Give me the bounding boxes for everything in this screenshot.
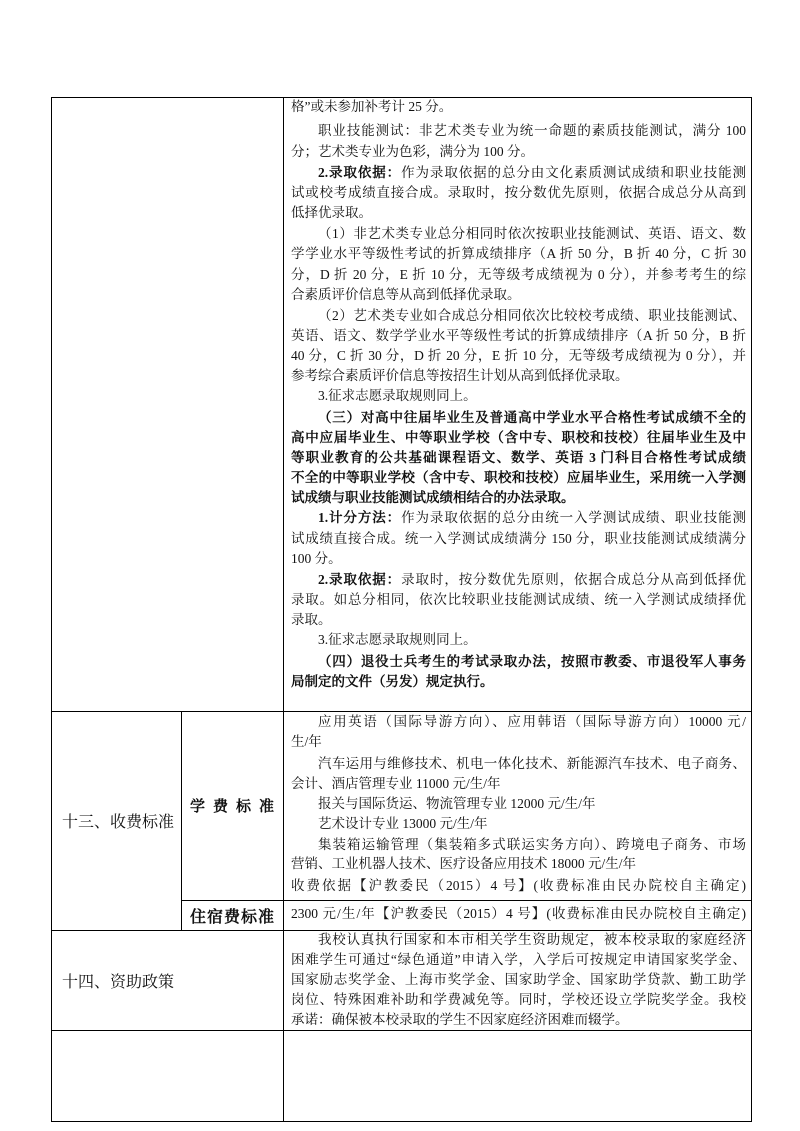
empty-row-left-cell (51, 1030, 283, 1122)
accommodation-content (283, 900, 752, 930)
text-line (291, 346, 746, 366)
line-text: 低择优录取。 (291, 205, 372, 220)
line-text: 录取时，按分数优先原则，依据合成总分从高到低择优 (401, 572, 747, 587)
line-text: 我校认真执行国家和本市相关学生资助规定，被本校录取的家庭经济 (318, 932, 746, 947)
line-text: 试或校考成绩直接合成。录取时，按分数优先原则，依据合成总分从高到 (291, 185, 746, 200)
line-text: （2）艺术类专业如合成总分相同依次比较校考成绩、职业技能测试、 (318, 308, 746, 323)
text-line (291, 794, 746, 814)
text-line (291, 408, 746, 428)
text-line (291, 570, 746, 590)
line-text: 3.征求志愿录取规则同上。 (318, 388, 477, 403)
text-line (291, 183, 746, 203)
line-text: 收费依据【沪教委民（2015）4 号】(收费标准由民办院校自主确定) (291, 878, 746, 893)
line-text: 汽车运用与维修技术、机电一体化技术、新能源汽车技术、电子商务、 (318, 756, 746, 771)
line-bold-lead: 2.录取依据： (318, 165, 402, 180)
line-text: 学学业水平等级性考试的折算成绩排序（A 折 50 分，B 折 40 分，C 折 30 (291, 246, 746, 261)
text-line (291, 814, 746, 834)
aid-heading-text: 十四、资助政策 (62, 973, 175, 991)
aid-content (283, 930, 752, 1030)
text-line (291, 386, 746, 406)
text-line (291, 774, 746, 794)
accommodation-label (181, 900, 283, 930)
accommodation-label-text: 住宿费标准 (189, 908, 275, 926)
line-text: 职业技能测试：非艺术类专业为统一命题的素质技能测试，满分 100 (318, 123, 746, 138)
aid-heading (51, 930, 283, 1030)
line-text: 参考综合素质评价信息等按招生计划从高到低择优录取。 (291, 368, 629, 383)
tuition-label (181, 711, 283, 900)
fees-heading-text: 十三、收费标准 (62, 814, 175, 831)
tuition-content (283, 711, 752, 900)
text-line (291, 854, 746, 874)
line-bold-lead: 1.计分方法： (318, 510, 402, 525)
line-text: 40 分，C 折 30 分，D 折 20 分，E 折 10 分，无等级考成绩视为 0 分），并 (291, 348, 746, 363)
empty-row-right-cell (283, 1030, 752, 1122)
line-text: 集装箱运输管理（集装箱多式联运实务方向）、跨境电子商务、市场 (318, 837, 746, 852)
text-line (291, 203, 746, 223)
line-text: 2300 元/生/年【沪教委民（2015）4 号】(收费标准由民办院校自主确定) (291, 906, 746, 921)
text-line (291, 488, 746, 508)
line-text: 作为录取依据的总分由统一入学测试成绩、职业技能测 (401, 510, 747, 525)
line-text: 报关与国际货运、物流管理专业 12000 元/生/年 (318, 796, 596, 811)
line-bold-text: 试成绩与职业技能测试成绩相结合的办法录取。 (291, 490, 575, 505)
text-line (291, 652, 746, 672)
line-text: 格”或未参加补考计 25 分。 (291, 99, 453, 114)
text-line (291, 244, 746, 264)
line-bold-text: （四）退役士兵考生的考试录取办法，按照市教委、市退役军人事务 (318, 654, 746, 669)
line-text: 艺术设计专业 13000 元/生/年 (318, 816, 488, 831)
text-line (291, 950, 746, 970)
text-line (291, 508, 746, 528)
line-text: 困难学生可通过“绿色通道”申请入学，入学后可按规定申请国家奖学金、 (291, 952, 746, 967)
text-line (291, 326, 746, 346)
text-line (291, 1010, 746, 1030)
line-text: 作为录取依据的总分由文化素质测试成绩和职业技能测 (401, 165, 747, 180)
text-line (291, 835, 746, 855)
line-text: 营销、工业机器人技术、医疗设备应用技术 18000 元/生/年 (291, 856, 637, 871)
line-bold-text: 高中应届毕业生、中等职业学校（含中专、职校和技校）往届毕业生及中 (291, 430, 746, 445)
text-line (291, 428, 746, 448)
line-bold-lead: 2.录取依据： (318, 572, 402, 587)
text-line (291, 97, 746, 117)
line-text: 分，D 折 20 分，E 折 10 分，无等级考成绩视为 0 分），并参考考生的综 (291, 267, 746, 282)
text-line (291, 142, 746, 162)
text-line (291, 930, 746, 950)
fee-basis-line (291, 876, 746, 896)
text-line (291, 672, 746, 692)
text-line (291, 610, 746, 630)
text-line (291, 529, 746, 549)
text-line (291, 990, 746, 1010)
text-line (291, 904, 746, 924)
text-line (291, 468, 746, 488)
text-line (291, 448, 746, 468)
text-line (291, 549, 746, 569)
text-line (291, 306, 746, 326)
line-text: 100 分。 (291, 551, 342, 566)
line-text: 会计、酒店管理专业 11000 元/生/年 (291, 776, 501, 791)
line-text: 生/年 (291, 734, 322, 749)
line-text: 分；艺术类专业为色彩，满分为 100 分。 (291, 144, 534, 159)
text-line (291, 712, 746, 732)
text-line (291, 163, 746, 183)
line-bold-text: 局制定的文件（另发）规定执行。 (291, 674, 494, 689)
line-text: 国家励志奖学金、上海市奖学金、国家助学金、国家助学贷款、勤工助学 (291, 972, 746, 987)
line-text: 岗位、特殊困难补助和学费减免等。同时，学校还设立学院奖学金。我校 (291, 992, 746, 1007)
line-text: 试成绩直接合成。统一入学测试成绩满分 150 分，职业技能测试成绩满分 (291, 531, 746, 546)
text-line (291, 630, 746, 650)
fees-heading (51, 711, 181, 930)
text-line (291, 590, 746, 610)
admission-rules-cell (283, 97, 752, 711)
text-line (291, 265, 746, 285)
line-text: 合素质评价信息等从高到低择优录取。 (291, 287, 521, 302)
text-line (291, 366, 746, 386)
text-line (291, 285, 746, 305)
text-line (291, 970, 746, 990)
text-line (291, 732, 746, 752)
line-text: 录取。如总分相同，依次比较职业技能测试成绩、统一入学测试成绩择优 (291, 592, 746, 607)
line-text: 3.征求志愿录取规则同上。 (318, 632, 477, 647)
text-line (291, 224, 746, 244)
text-line (291, 121, 746, 141)
line-text: 承诺：确保被本校录取的学生不因家庭经济困难而辍学。 (291, 1012, 629, 1027)
rules-left-cell (51, 97, 283, 711)
tuition-label-text: 学费标准 (189, 799, 282, 815)
line-bold-text: 等职业教育的公共基础课程语文、数学、英语 3 门科目合格性考试成绩 (291, 450, 746, 465)
line-bold-text: （三）对高中往届毕业生及普通高中学业水平合格性考试成绩不全的 (318, 410, 746, 425)
line-text: 录取。 (291, 612, 332, 627)
line-bold-text: 不全的中等职业学校（含中专、职校和技校）应届毕业生，采用统一入学测 (291, 470, 746, 485)
line-text: 英语、语文、数学学业水平等级性考试的折算成绩排序（A 折 50 分，B 折 (291, 328, 746, 343)
line-text: （1）非艺术类专业总分相同时依次按职业技能测试、英语、语文、数 (318, 226, 746, 241)
line-text: 应用英语（国际导游方向）、应用韩语（国际导游方向）10000 元/ (318, 714, 746, 729)
text-line (291, 754, 746, 774)
